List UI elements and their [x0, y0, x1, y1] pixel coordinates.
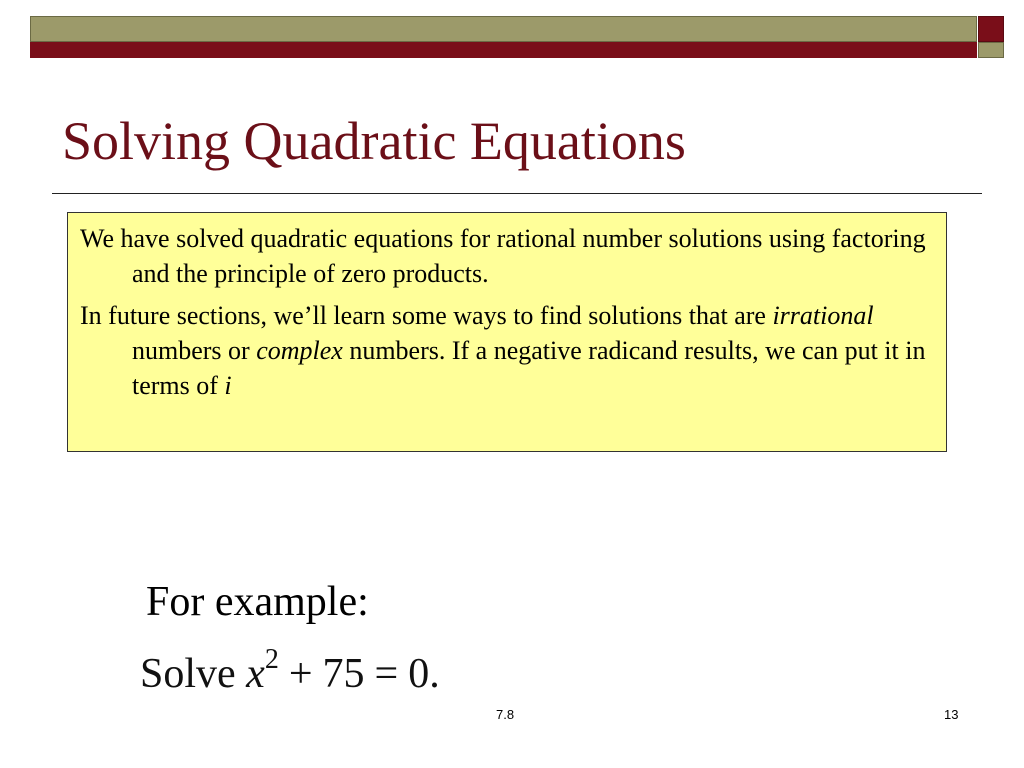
bullet-2-imaginary-unit: i: [224, 371, 232, 400]
header-corner-square-olive: [978, 42, 1004, 58]
equation-constant: 75: [322, 651, 365, 697]
content-box: [67, 212, 947, 452]
bullet-2-irrational: irrational: [772, 301, 874, 330]
header-banner-maroon: [30, 42, 977, 58]
bullet-2-text-part1: In future sections, we’ll learn some ways to find solutions that are: [80, 301, 773, 330]
equation-plus: +: [288, 651, 313, 697]
example-label: For example:: [146, 579, 369, 625]
equation-variable: x: [246, 651, 265, 697]
slide-title: Solving Quadratic Equations: [62, 111, 686, 171]
header-banner-olive: [30, 16, 977, 42]
bullet-2-text-part2: numbers or: [132, 336, 257, 365]
equation-exponent: 2: [264, 644, 279, 675]
equation-rhs: 0.: [408, 651, 440, 697]
example-equation: [140, 644, 440, 698]
equation-prefix: Solve: [140, 651, 236, 697]
bullet-2-complex: complex: [256, 336, 343, 365]
bullet-paragraph-1: [80, 221, 932, 291]
bullet-paragraph-2: [80, 298, 932, 403]
bullet-2-text-part3: numbers. If a negative radicand results, we can put it in terms of: [132, 336, 926, 400]
footer-page-number: 13: [944, 707, 959, 722]
bullet-1-text: We have solved quadratic equations for rational number solutions using factoring and the principle of zero products.: [80, 224, 926, 288]
equation-equals: =: [374, 651, 399, 697]
title-divider: [52, 193, 982, 194]
header-corner-square-maroon: [978, 16, 1004, 42]
footer-section-number: 7.8: [496, 707, 515, 722]
